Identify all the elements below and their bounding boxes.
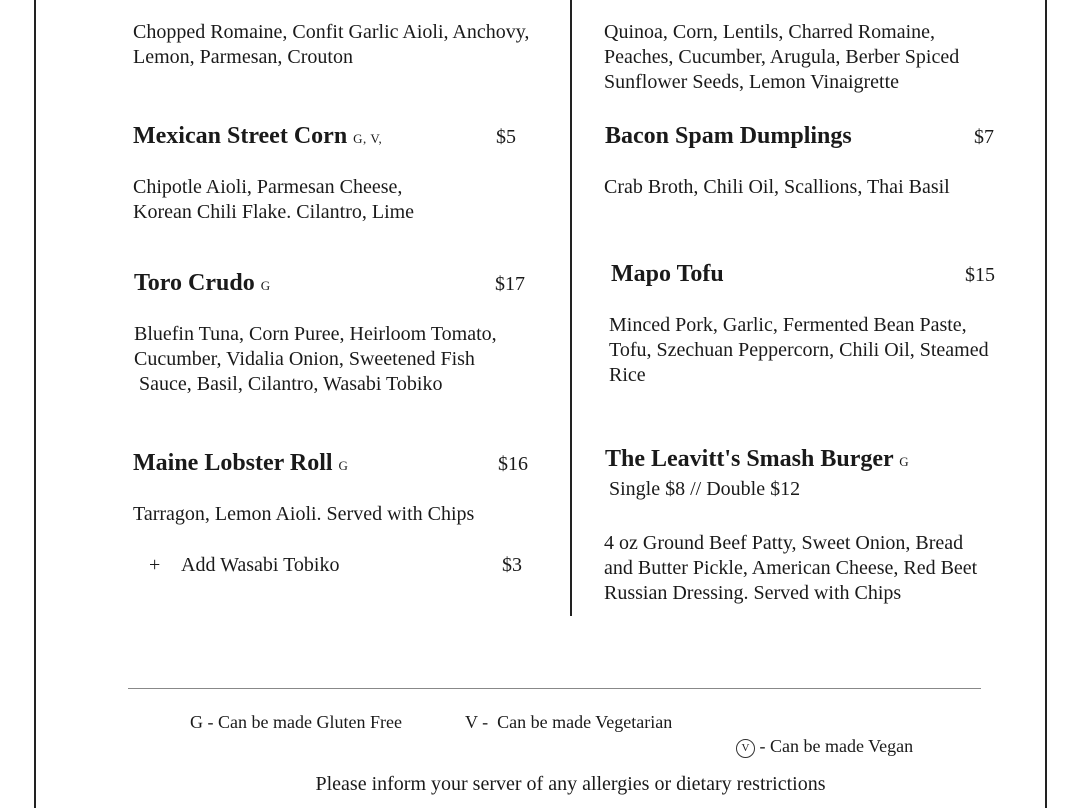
- toro-crudo-description: Bluefin Tuna, Corn Puree, Heirloom Tomato, Cucumber, Vidalia Onion, Sweetened Fish Sauce, Basil, Cilantro, Wasabi Tobiko: [134, 323, 497, 395]
- burger-sizes-prices: Single $8 // Double $12: [609, 478, 801, 500]
- page-border-right: [1045, 0, 1047, 808]
- addon-label: Add Wasabi Tobiko: [181, 554, 340, 576]
- dietary-tags: G: [260, 278, 271, 293]
- allergy-notice: Please inform your server of any allergies or dietary restrictions: [315, 773, 826, 795]
- menu-item-title-dumplings: Bacon Spam Dumplings: [605, 123, 852, 149]
- legend-gluten-free: G - Can be made Gluten Free: [190, 712, 402, 732]
- column-divider: [570, 0, 572, 616]
- price-toro-crudo: $17: [495, 273, 525, 295]
- dietary-tags: G: [899, 454, 910, 469]
- vegan-circle-icon: V: [736, 739, 755, 758]
- burger-description: 4 oz Ground Beef Patty, Sweet Onion, Bread and Butter Pickle, American Cheese, Red Beet Russian Dressing. Served with Chips: [604, 532, 978, 604]
- price-dumplings: $7: [974, 126, 994, 148]
- dietary-tags: G: [338, 458, 349, 473]
- dietary-tags: G, V,: [353, 131, 383, 146]
- menu-item-title-toro-crudo: Toro Crudo G: [134, 270, 271, 296]
- addon-price: $3: [502, 554, 522, 576]
- dumplings-description: Crab Broth, Chili Oil, Scallions, Thai Basil: [604, 176, 950, 198]
- footer-rule: [128, 688, 981, 689]
- grain-bowl-description: Quinoa, Corn, Lentils, Charred Romaine, Peaches, Cucumber, Arugula, Berber Spiced Sunflower Seeds, Lemon Vinaigrette: [604, 21, 960, 93]
- price-street-corn: $5: [496, 126, 516, 148]
- menu-item-title-street-corn: Mexican Street Corn G, V,: [133, 123, 383, 149]
- mapo-tofu-description: Minced Pork, Garlic, Fermented Bean Paste, Tofu, Szechuan Peppercorn, Chili Oil, Steamed Rice: [609, 314, 989, 386]
- street-corn-description: Chipotle Aioli, Parmesan Cheese, Korean Chili Flake. Cilantro, Lime: [133, 176, 415, 223]
- legend-vegan: V - Can be made Vegan: [727, 710, 913, 758]
- price-mapo-tofu: $15: [965, 264, 995, 286]
- menu-item-title-lobster-roll: Maine Lobster Roll G: [133, 450, 349, 476]
- menu-item-title-mapo-tofu: Mapo Tofu: [611, 261, 724, 287]
- menu-item-title-burger: The Leavitt's Smash Burger G: [605, 446, 910, 472]
- page-border-left: [34, 0, 36, 808]
- price-lobster-roll: $16: [498, 453, 528, 475]
- addon-plus-symbol: +: [149, 554, 161, 576]
- lobster-roll-description: Tarragon, Lemon Aioli. Served with Chips: [133, 503, 475, 525]
- caesar-description: Chopped Romaine, Confit Garlic Aioli, Anchovy, Lemon, Parmesan, Crouton: [133, 21, 530, 68]
- legend-vegetarian: V - Can be made Vegetarian: [465, 712, 673, 732]
